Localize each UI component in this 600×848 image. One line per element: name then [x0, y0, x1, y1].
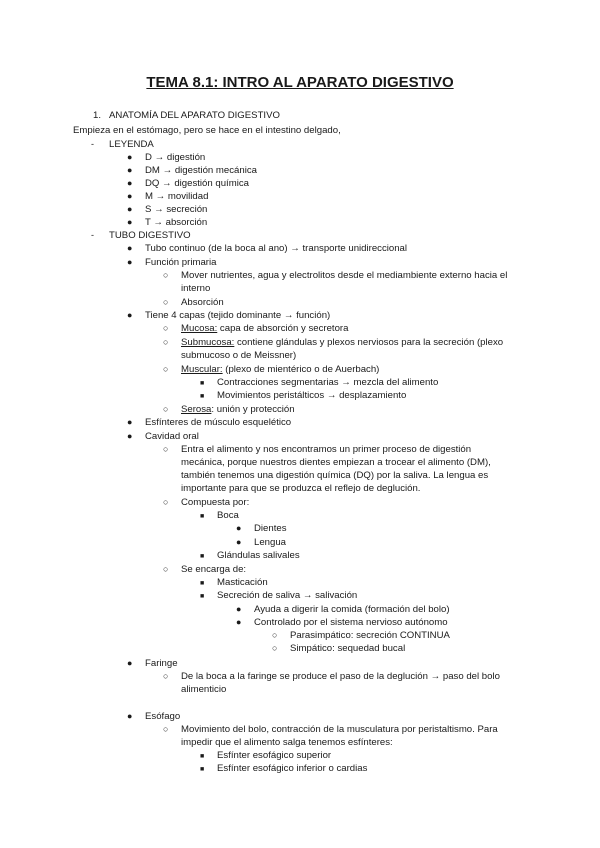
serosa-desc: : unión y protección: [211, 404, 295, 415]
encarga-label: Se encarga de:: [181, 564, 247, 575]
dash-marker: -: [91, 230, 94, 240]
square-marker: ■: [200, 753, 205, 760]
muscular-item: Movimientos peristálticos → desplazamiento: [217, 390, 407, 401]
esofago-item: Esfínter esofágico superior: [217, 750, 332, 761]
faringe-label: Faringe: [145, 658, 178, 669]
circle-marker: ○: [163, 297, 169, 307]
legend-item: M → movilidad: [145, 191, 209, 202]
tubo-heading: TUBO DIGESTIVO: [109, 230, 191, 241]
capa-mucosa: [181, 322, 348, 335]
bullet-marker: ●: [127, 217, 133, 227]
controlado-label: Controlado por el sistema nervioso autónomo: [254, 617, 448, 628]
bullet-marker: ●: [236, 537, 242, 547]
masticacion-label: Masticación: [217, 577, 268, 588]
dientes-label: Dientes: [254, 523, 287, 534]
tubo-continuo: Tubo continuo (de la boca al ano) → transporte unidireccional: [145, 243, 408, 254]
square-marker: ■: [200, 766, 205, 773]
square-marker: ■: [200, 553, 205, 560]
square-marker: ■: [200, 393, 205, 400]
esofago-item: Esfínter esofágico inferior o cardias: [217, 763, 368, 774]
muscular-term: Muscular:: [181, 364, 223, 375]
mucosa-desc: capa de absorción y secretora: [217, 323, 349, 334]
bullet-marker: ●: [127, 152, 133, 162]
glandulas-label: Glándulas salivales: [217, 550, 300, 561]
circle-marker: ○: [163, 671, 169, 681]
mucosa-term: Mucosa:: [181, 323, 218, 334]
bullet-marker: ●: [127, 658, 133, 668]
lengua-label: Lengua: [254, 537, 287, 548]
ayuda-label: Ayuda a digerir la comida (formación del bolo): [254, 604, 450, 615]
esofago-label: Esófago: [145, 711, 181, 722]
parasimpatico-label: Parasimpático: secreción CONTINUA: [290, 630, 450, 641]
circle-marker: ○: [163, 337, 169, 347]
cavidad-label: Cavidad oral: [145, 431, 199, 442]
section-heading: ANATOMÍA DEL APARATO DIGESTIVO: [109, 110, 280, 121]
capas-label: Tiene 4 capas (tejido dominante → función): [145, 310, 331, 321]
circle-marker: ○: [163, 364, 169, 374]
cavidad-desc-line: Entra el alimento y nos encontramos un primer proceso de digestión: [181, 444, 472, 455]
bullet-marker: ●: [127, 431, 133, 441]
circle-marker: ○: [163, 404, 169, 414]
square-marker: ■: [200, 513, 205, 520]
simpatico-label: Simpático: sequedad bucal: [290, 643, 406, 654]
bullet-marker: ●: [127, 191, 133, 201]
circle-marker: ○: [163, 270, 169, 280]
intro-text: Empieza en el estómago, pero se hace en el intestino delgado,: [73, 125, 341, 136]
bullet-marker: ●: [236, 523, 242, 533]
funcion-label: Función primaria: [145, 257, 217, 268]
legend-item: DQ → digestión química: [145, 178, 249, 189]
capa-serosa: [181, 403, 295, 416]
circle-marker: ○: [163, 497, 169, 507]
bullet-marker: ●: [236, 617, 242, 627]
leyenda-heading: LEYENDA: [109, 139, 154, 150]
bullet-marker: ●: [127, 243, 133, 253]
square-marker: ■: [200, 580, 205, 587]
circle-marker: ○: [163, 323, 169, 333]
section-number: 1.: [93, 110, 102, 121]
dash-marker: -: [91, 139, 94, 149]
compuesta-label: Compuesta por:: [181, 497, 250, 508]
circle-marker: ○: [163, 444, 169, 454]
circle-marker: ○: [163, 564, 169, 574]
funcion-absorcion: Absorción: [181, 297, 224, 308]
square-marker: ■: [200, 380, 205, 387]
circle-marker: ○: [272, 643, 278, 653]
circle-marker: ○: [272, 630, 278, 640]
square-marker: ■: [200, 593, 205, 600]
submucosa-desc: contiene glándulas y plexos nerviosos para la secreción (plexo: [234, 337, 504, 348]
serosa-term: Serosa: [181, 404, 212, 415]
bullet-marker: ●: [127, 204, 133, 214]
legend-item: D → digestión: [145, 152, 206, 163]
secrecion-label: Secreción de saliva → salivación: [217, 590, 358, 601]
faringe-desc-cont: alimenticio: [181, 684, 227, 695]
capa-submucosa: [181, 336, 503, 349]
cavidad-desc-line: importante para que se produzca el reflejo de deglución.: [181, 483, 421, 494]
legend-item: S → secreción: [145, 204, 208, 215]
legend-item: DM → digestión mecánica: [145, 165, 257, 176]
funcion-mover-cont: interno: [181, 283, 211, 294]
funcion-mover: Mover nutrientes, agua y electrolitos desde el mediambiente externo hacia el: [181, 270, 508, 281]
esfinteres-text: Esfínteres de músculo esquelético: [145, 417, 292, 428]
bullet-marker: ●: [127, 178, 133, 188]
muscular-item: Contracciones segmentarias → mezcla del alimento: [217, 377, 439, 388]
legend-item: T → absorción: [145, 217, 208, 228]
bullet-marker: ●: [127, 165, 133, 175]
faringe-desc: De la boca a la faringe se produce el paso de la deglución → paso del bolo: [181, 671, 500, 682]
capa-muscular: [181, 363, 379, 376]
bullet-marker: ●: [127, 417, 133, 427]
cavidad-desc-line: también tenemos una digestión química (DQ) por la saliva. La lengua es: [181, 470, 489, 481]
esofago-desc: Movimiento del bolo, contracción de la musculatura por peristaltismo. Para: [181, 724, 498, 735]
muscular-desc: (plexo de mientérico o de Auerbach): [222, 364, 380, 375]
bullet-marker: ●: [127, 257, 133, 267]
esofago-desc-cont: impedir que el alimento salga tenemos esfínteres:: [181, 737, 393, 748]
page-title: TEMA 8.1: INTRO AL APARATO DIGESTIVO: [146, 74, 454, 91]
bullet-marker: ●: [127, 711, 133, 721]
circle-marker: ○: [163, 724, 169, 734]
bullet-marker: ●: [127, 310, 133, 320]
submucosa-cont: submucoso o de Meissner): [181, 350, 297, 361]
submucosa-term: Submucosa:: [181, 337, 235, 348]
bullet-marker: ●: [236, 604, 242, 614]
boca-label: Boca: [217, 510, 239, 521]
cavidad-desc-line: mecánica, porque nuestros dientes empiezan a trocear el alimento (DM),: [181, 457, 491, 468]
